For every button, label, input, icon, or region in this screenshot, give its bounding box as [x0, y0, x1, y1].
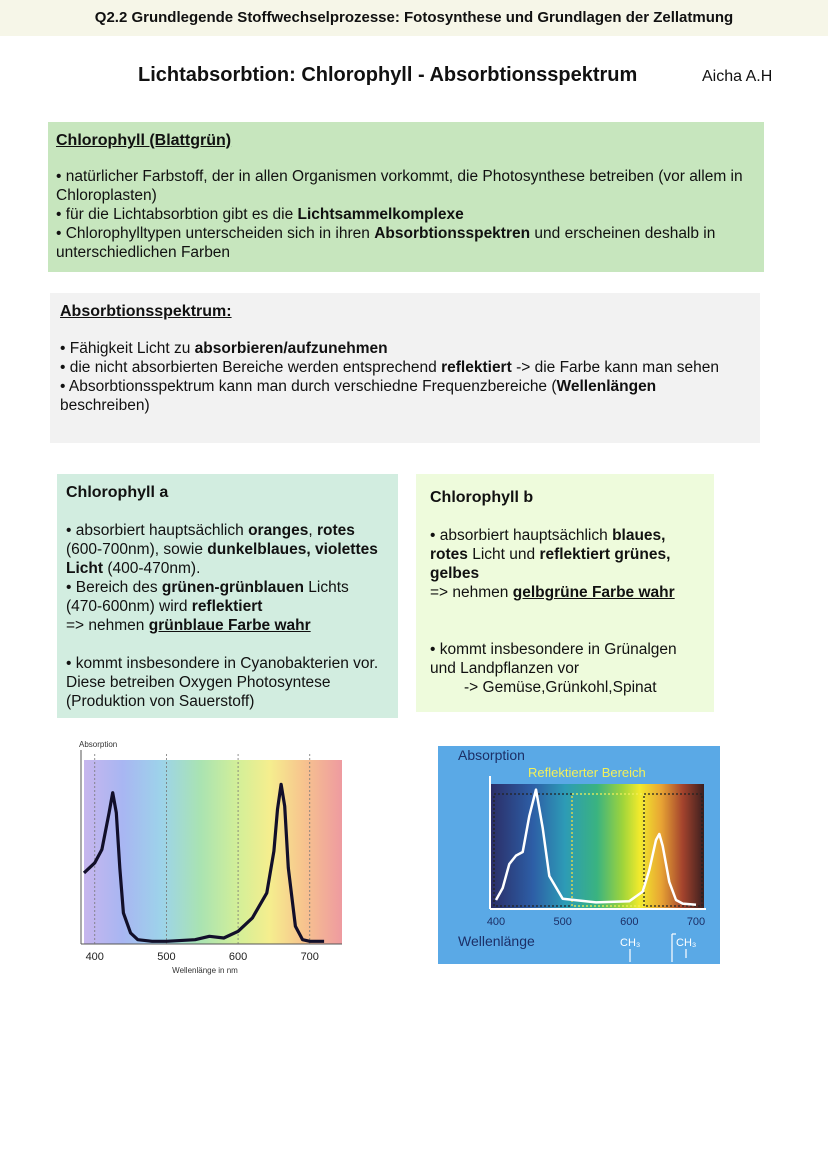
- absorbtion-heading: Absorbtionsspektrum:: [60, 303, 232, 320]
- chlorophyll-a-bullet-2: • Bereich des grünen-grünblauen Lichts (470-600nm) wird reflektiert: [66, 579, 349, 615]
- chart2-tick-label: 500: [553, 916, 572, 928]
- chlorophyll-b-heading: Chlorophyll b: [430, 489, 534, 506]
- chart1-tick-label: 600: [228, 951, 248, 963]
- chlorophyll-bullet-2: • für die Lichtabsorbtion gibt es die Lichtsammelkomplexe: [56, 206, 464, 223]
- chart2-tick-label: 600: [620, 916, 639, 928]
- absorbtion-bullet-3: • Absorbtionsspektrum kann man durch verschiedne Frequenzbereiche (Wellenlängen beschreiben): [60, 378, 657, 414]
- chart2-ylabel: Absorption: [458, 747, 525, 763]
- chart2-xlabel: Wellenlänge: [458, 933, 535, 949]
- chlorophyll-bullet-3: • Chlorophylltypen unterscheiden sich in ihren Absorbtionsspektren und erscheinen deshalb in unterschiedlichen Farben: [56, 225, 716, 261]
- chart2-tick-label: 400: [486, 916, 506, 928]
- chart1-tick-label: 700: [300, 951, 319, 963]
- chart1-tick-label: 500: [157, 951, 176, 963]
- chlorophyll-bullet-1: • natürlicher Farbstoff, der in allen Organismen vorkommt, die Photosynthese betreiben (vor allem in Chloroplasten): [56, 168, 743, 204]
- header-text: Q2.2 Grundlegende Stoffwechselprozesse: Fotosynthese und Grundlagen der Zellatmung: [94, 9, 734, 26]
- chlorophyll-a-box: [57, 474, 398, 718]
- absorbtion-box: [50, 293, 760, 443]
- chlorophyll-b-spectrum-chart: [438, 746, 720, 964]
- chlorophyll-b-box: [416, 474, 714, 712]
- chart1-ylabel: Absorption: [79, 740, 118, 749]
- chlorophyll-a-bullet-1: • absorbiert hauptsächlich oranges, rotes (600-700nm), sowie dunkelblaues, violettes Licht (400-470nm).: [66, 522, 378, 577]
- chlorophyll-box: [48, 122, 764, 272]
- chlorophyll-a-heading: Chlorophyll a: [66, 484, 169, 501]
- header-bar: [0, 0, 828, 36]
- chart1-tick-label: 400: [85, 951, 104, 963]
- chart1-xlabel: Wellenlänge in nm: [172, 966, 238, 975]
- chart2-annotation: Reflektierter Bereich: [528, 765, 646, 780]
- page-title: Lichtabsorbtion: Chlorophyll - Absorbtionsspektrum: [138, 64, 638, 86]
- author-name: Aicha A.H: [702, 68, 773, 85]
- chlorophyll-b-examples: -> Gemüse,Grünkohl,Spinat: [464, 679, 657, 696]
- chart2-tick-label: 700: [686, 916, 706, 928]
- chlorophyll-heading: Chlorophyll (Blattgrün): [56, 132, 232, 149]
- chlorophyll-a-spectrum-chart: [70, 736, 360, 986]
- chlorophyll-b-bullet-1: • absorbiert hauptsächlich blaues, rotes Licht und reflektiert grünes, gelbes: [430, 527, 671, 582]
- chlorophyll-a-conclusion: => nehmen grünblaue Farbe wahr: [66, 617, 311, 634]
- chlorophyll-a-bullet-3: • kommt insbesondere in Cyanobakterien vor. Diese betreiben Oxygen Photosyntese (Produktion von Sauerstoff): [66, 655, 379, 710]
- chlorophyll-b-bullet-2: • kommt insbesondere in Grünalgen und Landpflanzen vor: [430, 641, 677, 677]
- chart2-formula-2: CH₃: [676, 937, 697, 949]
- absorbtion-bullet-2: • die nicht absorbierten Bereiche werden entsprechend reflektiert -> die Farbe kann man sehen: [60, 359, 719, 376]
- chart2-formula-1: CH₃: [620, 937, 641, 949]
- chlorophyll-b-conclusion: => nehmen gelbgrüne Farbe wahr: [430, 584, 675, 601]
- absorbtion-bullet-1: • Fähigkeit Licht zu absorbieren/aufzunehmen: [60, 340, 388, 357]
